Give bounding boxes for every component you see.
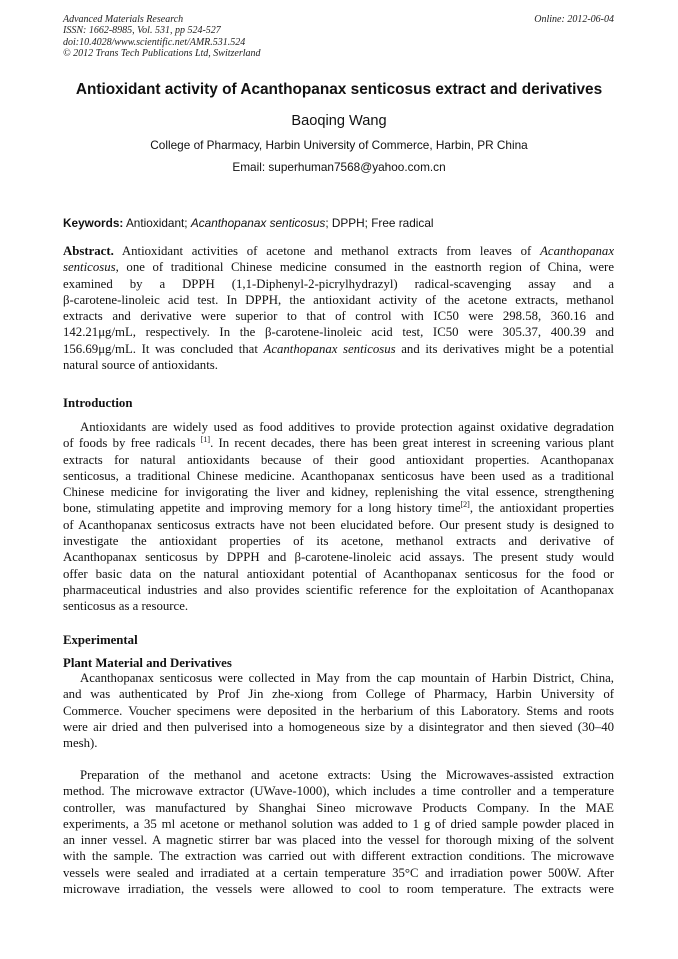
introduction-body	[63, 419, 614, 615]
keyword-text: Antioxidant;	[123, 216, 191, 230]
keywords	[63, 216, 618, 230]
journal-name: Advanced Materials Research	[63, 14, 184, 25]
keywords-label: Keywords:	[63, 216, 124, 230]
experimental-line: Acanthopanax senticosus were collected in May from the cap mountain of Harbin District, China,	[80, 671, 614, 685]
plant-material-paragraph	[63, 670, 614, 751]
intro-line: senticosus as a resource.	[63, 599, 189, 614]
experimental-line: Preparation of the methanol and acetone extracts: Using the Microwaves-assisted extraction	[80, 768, 614, 782]
abstract-line: Abstract. Antioxidant activities of acetone and methanol extracts from leaves of Acanthopanax	[63, 244, 614, 258]
abstract-line: β-carotene-linoleic acid test. In DPPH, the antioxidant activity of the acetone extracts, methanol	[63, 292, 614, 307]
abstract	[63, 243, 614, 373]
affiliation: College of Pharmacy, Harbin University of Commerce, Harbin, PR China	[150, 138, 528, 152]
citation-ref: [2]	[460, 500, 470, 510]
experimental-line: controller, was manufactured by Shanghai Sineo microwave Products Company. In the MAE	[63, 800, 614, 815]
online-date: Online: 2012-06-04	[534, 14, 614, 25]
author-email: Email: superhuman7568@yahoo.com.cn	[232, 160, 446, 174]
intro-line: of Acanthopanax senticosus extracts have not been elucidated before. Our present study is designed to	[63, 517, 614, 532]
experimental-line: experiments, a 35 ml acetone or methanol solution was added to 1 g of dried sample powder placed in	[63, 816, 614, 831]
issn-line: ISSN: 1662-8985, Vol. 531, pp 524-527	[63, 25, 221, 37]
abstract-line: extracts and derivative were superior to that of control with IC50 were 298.58, 360.16 and	[63, 309, 614, 324]
experimental-line: and was authenticated by Prof Jin zhe-xiong from College of Pharmacy, Harbin University of	[63, 687, 614, 702]
abstract-line: senticosus, one of traditional Chinese medicine consumed in the eastnorth region of China, were	[63, 260, 614, 275]
abstract-line: 156.69μg/mL. It was concluded that Acanthopanax senticosus and its derivatives might be a potential	[63, 341, 614, 356]
abstract-line: 142.21μg/mL, respectively. In the β-carotene-linoleic acid test, IC50 were 305.37, 400.39 and	[63, 325, 614, 340]
experimental-line: with the sample. The extraction was carried out with different extraction conditions. The microwave	[63, 849, 614, 864]
abstract-line: natural source of antioxidants.	[63, 358, 218, 373]
experimental-line: an inner vessel. A magnetic stirrer bar was placed into the vessel for thorough mixing of the solvent	[63, 833, 614, 848]
introduction-heading: Introduction	[63, 396, 133, 410]
intro-line: investigate the antioxidant properties of its acetone, methanol extracts and derivative of	[63, 534, 614, 549]
extraction-paragraph	[63, 767, 614, 897]
intro-line: offer basic data on the natural antioxidant potential of Acanthopanax senticosus for the food or	[63, 566, 614, 581]
plant-material-subheading: Plant Material and Derivatives	[63, 656, 232, 670]
intro-line: Acanthopanax senticosus by DPPH and β-carotene-linoleic acid assays. The present study would	[63, 550, 614, 565]
abstract-line: examined by a DPPH (1,1-Diphenyl-2-picrylhydrazyl) radical-scavenging assay and a	[63, 276, 614, 291]
citation-ref: [1]	[200, 435, 211, 445]
paper-title: Antioxidant activity of Acanthopanax senticosus extract and derivatives	[75, 81, 603, 98]
experimental-line: mesh).	[63, 736, 98, 751]
experimental-line: microwave irradiation, the vessels were allowed to cool to room temperature. The extracts were	[63, 882, 614, 897]
abstract-label: Abstract.	[63, 244, 114, 258]
keyword-text: ; DPPH; Free radical	[325, 216, 434, 230]
experimental-line: vessels were sealed and irradiated at a certain temperature 35°C and irradiation power 500W. After	[63, 865, 614, 880]
intro-line: pharmaceutical industries and also provides scientific reference for the exploitation of Acanthopanax	[63, 582, 614, 597]
intro-line: extracts for natural antioxidants because of their good antioxidant properties. Acanthopanax	[63, 452, 614, 467]
experimental-heading: Experimental	[63, 633, 138, 647]
keyword-italic: Acanthopanax senticosus	[190, 216, 326, 230]
author-name: Baoqing Wang	[291, 113, 387, 129]
intro-line: of foods by free radicals [1]. In recent decades, there has been great interest in screening various plant	[63, 435, 614, 451]
intro-line: senticosus, a traditional Chinese medicine. Acanthopanax senticosus have been used as a traditional	[63, 468, 614, 483]
experimental-line: method. The microwave extractor (UWave-1000), which includes a time controller and a temperature	[63, 784, 614, 799]
intro-line: Antioxidants are widely used as food additives to provide protection against oxidative degradation	[80, 420, 614, 434]
copyright-line: © 2012 Trans Tech Publications Ltd, Switzerland	[63, 47, 261, 59]
intro-line: Chinese medicine for invigorating the liver and kidney, replenishing the vital essence, strengthening	[63, 485, 614, 500]
intro-line: bone, stimulating appetite and improving memory for a long history time[2], the antioxidant properties	[63, 500, 614, 516]
journal-header	[63, 14, 383, 59]
experimental-line: were air dried and then pulverised into a homogeneous size by a disintegrator and then sieved (30–40	[63, 719, 614, 734]
experimental-line: Commerce. Voucher specimens were deposited in the herbarium of this Laboratory. Stems and roots	[63, 703, 614, 718]
doi-line: doi:10.4028/www.scientific.net/AMR.531.524	[63, 36, 246, 48]
